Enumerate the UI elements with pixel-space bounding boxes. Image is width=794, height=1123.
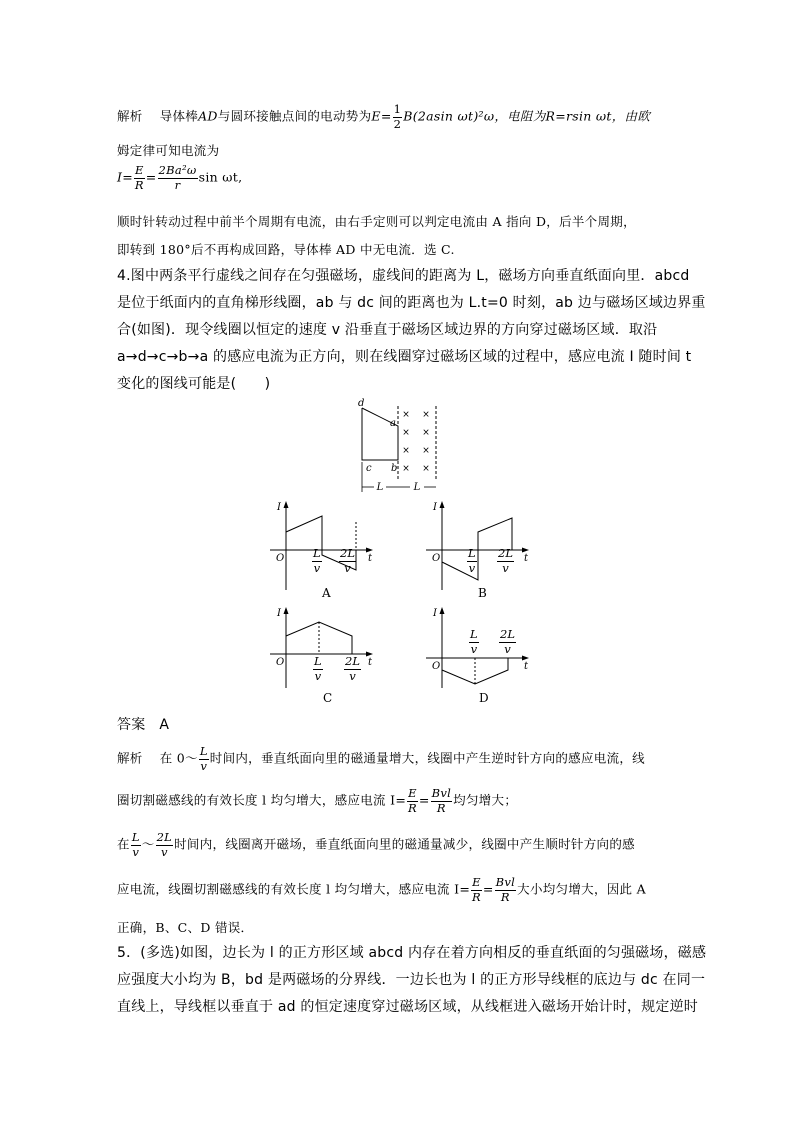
q5-line-2: 应强度大小均为 B，bd 是两磁场的分界线．一边长也为 l 的正方形导线框的底边与 dc 在同一 xyxy=(117,972,706,988)
sol3-line-2: 姆定律可知电流为 xyxy=(117,143,220,158)
dim-label-L-left: L xyxy=(376,482,384,493)
option-A-caption: A xyxy=(322,586,331,600)
fraction: $\frac{1}{2}$ xyxy=(393,102,402,131)
point-b: b xyxy=(391,463,398,474)
tick-L-over-v: $\frac{L}{v}$ xyxy=(314,654,322,683)
svg-text:×: × xyxy=(402,410,410,420)
point-a: a xyxy=(390,418,396,429)
coil-field-figure xyxy=(350,396,450,496)
q5-line-3: 直线上，导线框以垂直于 ad 的恒定速度穿过磁场区域，从线框进入磁场开始计时，规定逆时 xyxy=(117,999,698,1015)
fraction: $\frac{E}{R}$ xyxy=(472,875,481,904)
sol3-line-3: I= $\frac{E}{R}$ = $\frac{\text{2Ba²ω}}{r}$ sin ωt, xyxy=(117,163,243,192)
tick-2L-over-v: $\frac{2L}{v}$ xyxy=(340,546,355,575)
t-axis-arrow xyxy=(366,652,373,657)
t-axis-arrow xyxy=(366,548,373,553)
t-axis-arrow xyxy=(522,656,529,661)
svg-text:×: × xyxy=(422,410,430,420)
answer-value: A xyxy=(159,717,170,733)
point-c: c xyxy=(366,463,372,474)
svg-text:t: t xyxy=(368,553,373,564)
fraction: $\frac{E}{R}$ xyxy=(408,786,417,815)
svg-text:O: O xyxy=(432,553,441,564)
solution-label: 解析 xyxy=(117,750,143,766)
answer-line xyxy=(117,714,169,734)
fraction: $\frac{L}{v}$ xyxy=(199,744,208,773)
sol4-line-5: 正确，B、C、D 错误． xyxy=(117,920,254,935)
svg-text:×: × xyxy=(422,446,430,456)
svg-text:I: I xyxy=(277,502,281,513)
q4-line-2: 是位于纸面内的直角梯形线圈，ab 与 dc 间的距离也为 L.t=0 时刻，ab 边与磁场区域边界重 xyxy=(117,295,706,311)
q4-line-4: a→d→c→b→a 的感应电流为正方向，则在线圈穿过磁场区域的过程中，感应电流 I 随时间 t xyxy=(117,349,692,365)
option-D-caption: D xyxy=(479,691,489,705)
i-axis-arrow xyxy=(284,501,289,508)
sol4-line-4: 应电流，线圈切割磁感线的有效长度 l 均匀增大，感应电流 I= $\frac{E}{R}$ = $\frac{\text{Bvl}}{R}$ 大小均匀增大，因此 A xyxy=(117,875,646,904)
tick-2L-over-v: $\frac{2L}{v}$ xyxy=(498,546,513,575)
option-B-caption: B xyxy=(478,586,487,600)
i-axis-arrow xyxy=(440,607,445,614)
i-axis-arrow xyxy=(440,501,445,508)
sol4-line-1: 解析 在 0～ $\frac{L}{v}$ 时间内，垂直纸面向里的磁通量增大，线圈中产生逆时针方向的感应电流，线 xyxy=(117,744,645,773)
sol3-line-4: 顺时针转动过程中前半个周期有电流，由右手定则可以判定电流由 A 指向 D，后半个周期， xyxy=(117,214,636,229)
svg-text:O: O xyxy=(432,661,441,672)
svg-text:×: × xyxy=(402,446,410,456)
q4-line-1: 4.图中两条平行虚线之间存在匀强磁场，虚线间的距离为 L，磁场方向垂直纸面向里．abcd xyxy=(117,268,690,284)
tick-2L-over-v: $\frac{2L}{v}$ xyxy=(345,654,360,683)
sol3-line-5: 即转到 180°后不再构成回路，导体棒 AD 中无电流．选 C. xyxy=(117,242,455,257)
trapezoid-coil xyxy=(362,408,398,460)
tick-L-over-v: $\frac{L}{v}$ xyxy=(470,627,478,656)
svg-text:t: t xyxy=(368,657,373,668)
sol4-line-3: 在 $\frac{L}{v}$ ～ $\frac{2L}{v}$ 时间内，线圈离开磁场，垂直纸面向里的磁通量减少，线圈中产生顺时针方向的感 xyxy=(117,830,635,859)
option-C-caption: C xyxy=(323,691,333,705)
svg-text:I: I xyxy=(433,502,437,513)
svg-text:I: I xyxy=(277,608,281,619)
fraction: $\frac{2L}{v}$ xyxy=(156,830,173,859)
svg-text:×: × xyxy=(422,464,430,474)
svg-text:I: I xyxy=(433,608,437,619)
q4-line-3: 合(如图)．现令线圈以恒定的速度 v 沿垂直于磁场区域边界的方向穿过磁场区域．取沿 xyxy=(117,322,658,338)
t-axis-arrow xyxy=(522,548,529,553)
fraction: $\frac{E}{R}$ xyxy=(134,163,144,192)
tick-2L-over-v: $\frac{2L}{v}$ xyxy=(500,627,515,656)
svg-text:t: t xyxy=(524,553,529,564)
tick-L-over-v: $\frac{L}{v}$ xyxy=(313,546,321,575)
magnetic-field-marks xyxy=(402,410,430,474)
svg-text:t: t xyxy=(524,661,529,672)
i-axis-arrow xyxy=(284,607,289,614)
svg-text:O: O xyxy=(276,657,285,668)
svg-text:×: × xyxy=(422,428,430,438)
sol3-line-1: 解析 导体棒AD与圆环接触点间的电动势为E= $\frac{1}{2}$ B(2asin ωt)²ω，电阻为R=rsin ωt，由欧 xyxy=(117,102,651,131)
sol4-line-2: 圈切割磁感线的有效长度 l 均匀增大，感应电流 I= $\frac{E}{R}$ = $\frac{\text{Bvl}}{R}$ 均匀增大； xyxy=(117,786,518,815)
q5-line-1: 5．(多选)如图，边长为 l 的正方形区域 abcd 内存在着方向相反的垂直纸面的匀强磁场，磁感 xyxy=(117,945,707,961)
svg-text:×: × xyxy=(402,464,410,474)
answer-label: 答案 xyxy=(117,717,146,733)
fraction: $\frac{\text{2Ba²ω}}{r}$ xyxy=(158,163,197,192)
fraction: $\frac{L}{v}$ xyxy=(131,830,140,859)
q4-line-5: 变化的图线可能是( ) xyxy=(117,376,271,392)
fraction: $\frac{\text{Bvl}}{R}$ xyxy=(495,875,516,904)
svg-text:O: O xyxy=(276,553,285,564)
tick-L-over-v: $\frac{L}{v}$ xyxy=(468,546,476,575)
point-d: d xyxy=(358,398,365,409)
svg-text:×: × xyxy=(402,428,410,438)
dim-label-L-right: L xyxy=(413,482,421,493)
fraction: $\frac{\text{Bvl}}{R}$ xyxy=(431,786,452,815)
solution-label: 解析 xyxy=(117,108,143,124)
